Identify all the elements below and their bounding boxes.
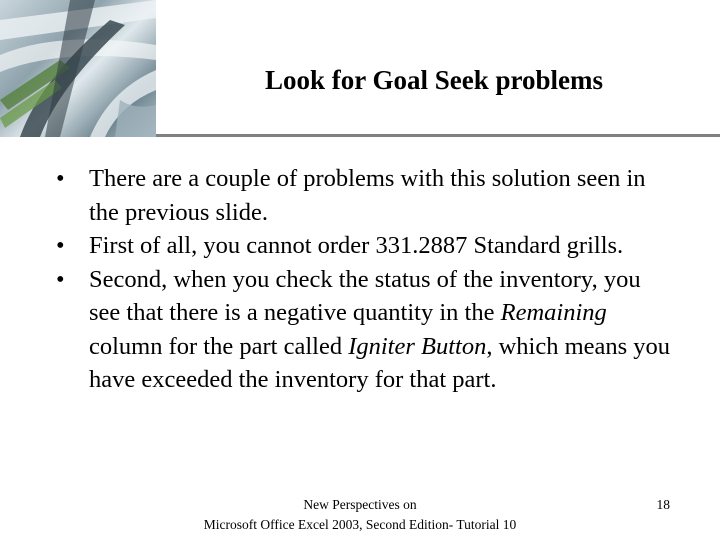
- footer-line-2: Microsoft Office Excel 2003, Second Edition- Tutorial 10: [203, 517, 517, 532]
- emphasis-igniter-button: Igniter Button: [348, 332, 487, 360]
- architecture-photo-icon: [0, 0, 156, 137]
- bullet-item: [56, 162, 676, 229]
- emphasis-remaining: Remaining: [500, 299, 607, 326]
- page-number: 18: [656, 497, 670, 512]
- bullet-list: [56, 162, 676, 397]
- bullet-dot-icon: •: [56, 265, 65, 293]
- bullet-text-part: Second, when you check the status of the inventory, you see that there is a negative quantity in the: [89, 265, 641, 326]
- bullet-text: First of all, you cannot order 331.2887 Standard grills.: [89, 232, 624, 259]
- slide-footer: [170, 495, 550, 535]
- title-divider: [156, 134, 720, 137]
- bullet-text: There are a couple of problems with this solution seen in the previous slide.: [89, 165, 646, 226]
- bullet-item: [56, 263, 676, 397]
- bullet-dot-icon: •: [56, 232, 65, 259]
- bullet-text-part: , which means you have exceeded the inventory for that part.: [89, 332, 671, 393]
- bullet-text-part: column for the part called: [89, 332, 349, 360]
- bullet-item: [56, 229, 676, 263]
- slide-title: Look for Goal Seek problems: [264, 65, 604, 95]
- footer-line-1: New Perspectives on: [303, 497, 417, 512]
- bullet-dot-icon: •: [56, 165, 65, 192]
- corner-photo: [0, 0, 156, 137]
